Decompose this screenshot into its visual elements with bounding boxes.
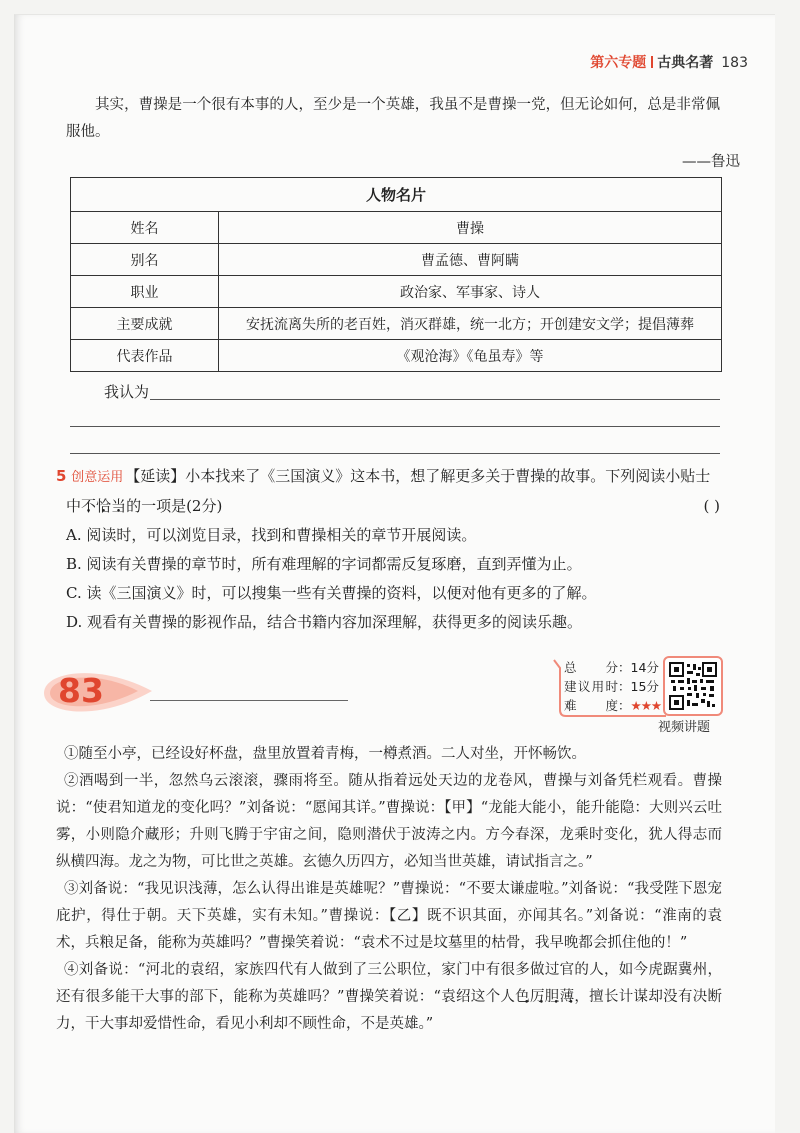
answer-line[interactable] [70, 426, 720, 427]
emphasis-char: 不 [81, 497, 97, 515]
option-d[interactable]: D. 观看有关曹操的影视作品，结合书籍内容加深理解，获得更多的阅读乐趣。 [66, 613, 583, 631]
suggested-time: 建议用时：15分 [564, 679, 659, 694]
suggested-time-value: 15分 [630, 679, 659, 694]
option-b[interactable]: B. 阅读有关曹操的章节时，所有难理解的字词都需反复琢磨，直到弄懂为止。 [66, 555, 582, 573]
passage-paragraph [56, 957, 722, 1038]
table-row [71, 276, 722, 308]
emphasis-char: 当 [111, 497, 127, 515]
row-value: 曹孟德、曹阿瞒 [219, 244, 722, 276]
page-header [590, 52, 748, 72]
opinion-prompt: 我认为 [104, 383, 150, 401]
reading-passage [56, 741, 722, 1038]
passage-text: ，擅长计谋却没有决断力，干大事却爱惜性命，看见小利却不顾性命，不是英雄。” [56, 989, 723, 1032]
page-number: 183 [721, 55, 748, 71]
passage-paragraph: ②酒喝到一半，忽然乌云滚滚，骤雨将至。随从指着远处天边的龙卷风，曹操与刘备凭栏观看。曹操说：“使君知道龙的变化吗？”刘备说：“愿闻其详。”曹操说：【甲】“龙能大能小，能升能隐：大则兴云吐雾，小则隐介藏形；升则飞腾于宇宙之间，隐则潜伏于波涛之内。方今春深，龙乘时变化，犹人得志而纵横四海。龙之为物，可比世之英雄。玄德久历四方，必知当世英雄，请试指言之。” [56, 773, 722, 870]
card-title-row [71, 178, 722, 212]
difficulty-label: 难度 [564, 698, 618, 713]
question-tag: 创意运用 [71, 470, 124, 485]
row-label: 主要成就 [71, 308, 219, 340]
row-value: 曹操 [219, 212, 722, 244]
row-label: 别名 [71, 244, 219, 276]
header-topic: 第六专题 [590, 55, 647, 71]
header-title: 古典名著 [657, 55, 714, 71]
row-label: 代表作品 [71, 340, 219, 372]
quote-author: ——鲁迅 [682, 154, 740, 170]
quote-text: 其实，曹操是一个很有本事的人，至少是一个英雄，我虽不是曹操一党，但无论如何，总是非常佩服他。 [66, 97, 720, 140]
video-explanation-label[interactable]: 视频讲题 [658, 720, 711, 735]
emphasis-char: 厉 [530, 989, 545, 1005]
passage-paragraph: ③刘备说：“我见识浅薄，怎么认得出谁是英雄呢？”曹操说：“不要太谦虚啦。”刘备说：“我受陛下恩宠庇护，得仕于朝。天下英雄，实有未知。”曹操说：【乙】既不识其面，亦闻其名。”刘备说：“淮南的袁术，兵粮足备，能称为英雄吗？”曹操笑着说：“袁术不过是坟墓里的枯骨，我早晚都会抓住他的！” [56, 881, 722, 951]
row-value: 《观沧海》《龟虽寿》等 [219, 340, 722, 372]
row-label: 姓名 [71, 212, 219, 244]
total-score-value: 14分 [630, 660, 659, 675]
option-c[interactable]: C. 读《三国演义》时，可以搜集一些有关曹操的资料，以便对他有更多的了解。 [66, 584, 597, 602]
emphasis-char: 胆 [544, 989, 560, 1005]
question-stem-line1 [56, 462, 724, 492]
difficulty-stars: ★★★ [630, 698, 662, 713]
table-row [71, 308, 722, 340]
passage-paragraph: ①随至小亭，已经设好杯盘，盘里放置着青梅，一樽煮酒。二人对坐，开怀畅饮。 [64, 746, 586, 762]
stem-text: 的一项是(2分) [126, 497, 223, 515]
emphasis-char: 薄 [559, 989, 575, 1005]
row-value: 政治家、军事家、诗人 [219, 276, 722, 308]
total-score-label: 总分 [564, 660, 618, 675]
answer-bracket[interactable]: ( ) [703, 497, 720, 515]
row-value: 安抚流离失所的老百姓，消灭群雄，统一北方；开创建安文学；提倡薄葬 [219, 308, 722, 340]
question-5 [56, 462, 724, 637]
question-stem: 【延读】小本找来了《三国演义》这本书，想了解更多关于曹操的故事。下列阅读小贴士 [125, 467, 711, 485]
suggested-time-label: 建议用时 [564, 679, 618, 694]
exercise-number-badge [40, 663, 156, 721]
emphasis-char: 恰 [96, 497, 112, 515]
stem-text: 中 [66, 497, 82, 515]
header-divider [651, 56, 653, 68]
card-title: 人物名片 [71, 178, 722, 212]
question-number: 5 [56, 467, 67, 485]
option-a[interactable]: A. 阅读时，可以浏览目录，找到和曹操相关的章节开展阅读。 [66, 526, 477, 544]
question-stem-line2 [56, 492, 724, 521]
qr-code-icon [669, 662, 717, 710]
qr-code[interactable] [663, 656, 723, 716]
row-label: 职业 [71, 276, 219, 308]
total-score: 总分：14分 [564, 660, 659, 675]
answer-line[interactable] [70, 453, 720, 454]
answer-line[interactable] [150, 399, 720, 400]
emphasis-char: 色 [515, 989, 530, 1005]
exercise-title-line [150, 700, 348, 701]
exercise-number: 83 [58, 671, 104, 710]
table-row [71, 340, 722, 372]
passage-text: ④刘备说：“河北的袁绍，家族四代有人做到了三公职位，家门中有很多做过官的人，如今虎踞冀州，还有很多能干大事的部下，能称为英雄吗？”曹操笑着说：“袁绍这个人 [56, 962, 722, 1005]
table-row [71, 244, 722, 276]
question-stem-continued [66, 492, 222, 521]
character-card-table [70, 177, 722, 372]
table-row [71, 212, 722, 244]
difficulty: 难度：★★★ [564, 698, 662, 713]
